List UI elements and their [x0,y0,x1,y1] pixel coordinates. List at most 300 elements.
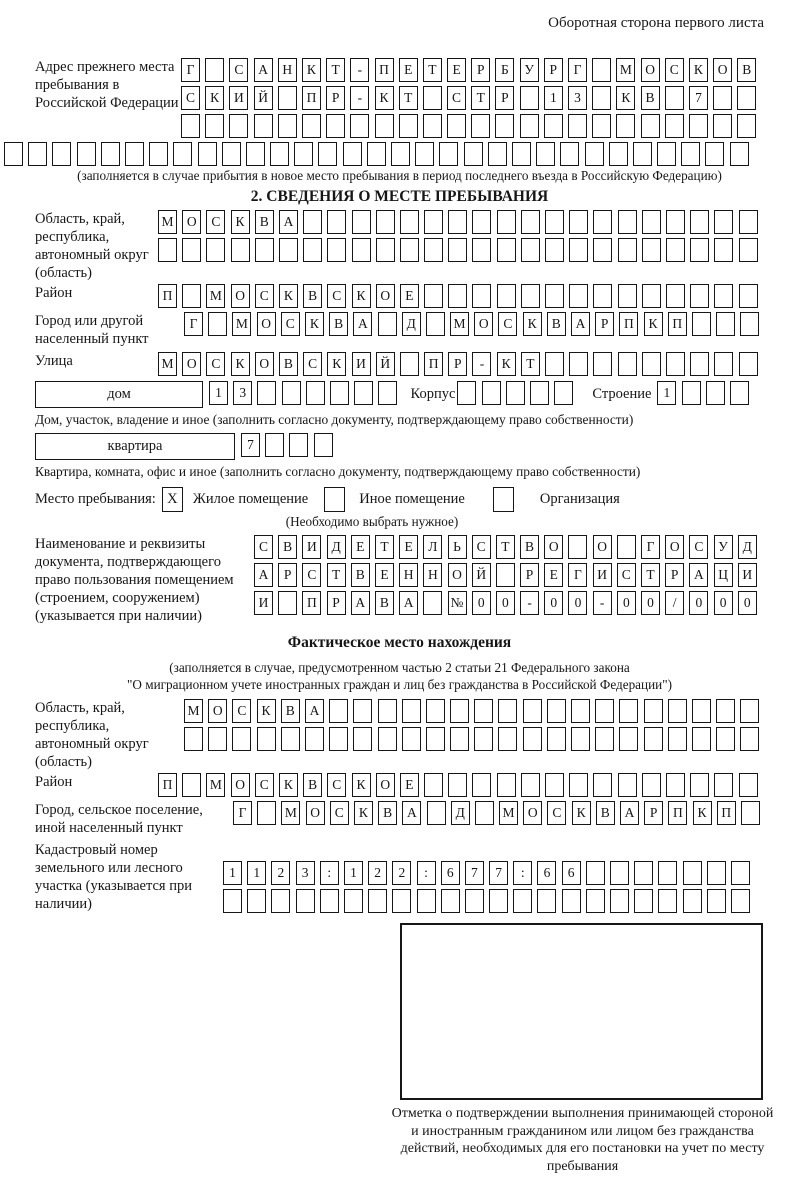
char-box [730,381,749,405]
char-box: С [229,58,248,82]
char-box [616,114,635,138]
char-box [448,210,467,234]
char-box [427,801,446,825]
char-box: Б [495,58,514,82]
char-box [327,210,346,234]
korpus-cells [457,381,578,405]
char-box [206,238,225,262]
char-box [618,284,637,308]
char-box [705,142,724,166]
char-box: О [448,563,467,587]
char-box [181,114,200,138]
char-box [423,86,442,110]
char-box [571,699,590,723]
prev-address-boxes [181,58,762,142]
char-box [730,142,749,166]
char-box [618,238,637,262]
char-box [278,591,297,615]
option-organization-label: Организация [539,491,620,507]
char-box: № [448,591,467,615]
char-box: О [306,801,325,825]
char-box: - [593,591,612,615]
char-box: О [641,58,660,82]
char-box: С [498,312,517,336]
char-box: Г [184,312,203,336]
char-box: А [402,801,421,825]
char-row [254,563,762,587]
char-box [450,699,469,723]
char-box [619,699,638,723]
char-box [569,352,588,376]
cadastre-boxes [223,861,755,917]
char-box [270,142,289,166]
char-box: М [450,312,469,336]
char-box [482,381,501,405]
char-box [447,114,466,138]
char-box: К [305,312,324,336]
char-box [424,210,443,234]
char-box: Е [544,563,563,587]
char-box [692,727,711,751]
cadastre-label: Кадастровый номер земельного или лесного участка (указывается при наличии) [35,842,192,912]
char-box: 0 [568,591,587,615]
char-row [184,727,765,751]
char-box [536,142,555,166]
char-box: А [399,591,418,615]
char-box [706,381,725,405]
char-box: П [717,801,736,825]
char-box [665,114,684,138]
char-box: - [472,352,491,376]
char-box [707,861,726,885]
char-box: С [617,563,636,587]
char-box: Г [568,58,587,82]
char-box [713,86,732,110]
char-box [354,381,373,405]
char-box [569,238,588,262]
char-box: Н [423,563,442,587]
char-box [714,773,733,797]
option-residential-label: Жилое помещение [192,491,309,507]
char-box [182,773,201,797]
char-box [593,352,612,376]
char-box [376,238,395,262]
char-box: : [417,861,436,885]
fact-city-block [35,801,764,837]
char-box: Р [665,563,684,587]
char-box [77,142,96,166]
char-box [545,238,564,262]
char-box [257,801,276,825]
char-box: П [668,801,687,825]
char-box: Р [471,58,490,82]
char-box: 6 [562,861,581,885]
char-box: К [375,86,394,110]
char-box [378,312,397,336]
char-box [303,210,322,234]
char-box [423,591,442,615]
char-box [714,284,733,308]
char-box: А [351,591,370,615]
char-box: - [350,58,369,82]
prev-address-note: (заполняется в случае прибытия в новое место пребывания в период последнего въезда в Российскую Федерацию) [77,168,722,183]
char-row [184,699,765,723]
char-box [593,210,612,234]
korpus-label: Корпус [410,386,456,402]
char-box [448,284,467,308]
char-box: А [620,801,639,825]
char-box: О [376,284,395,308]
char-box [731,861,750,885]
char-box: М [499,801,518,825]
char-box [666,238,685,262]
region-boxes [158,210,763,266]
char-box [296,889,315,913]
char-box: 1 [223,861,242,885]
char-box: А [254,58,273,82]
char-box [378,727,397,751]
char-box [306,381,325,405]
char-box [633,142,652,166]
char-box [666,210,685,234]
char-box: 6 [537,861,556,885]
char-box [592,114,611,138]
char-row [181,58,762,82]
char-box [741,801,760,825]
char-box [424,238,443,262]
char-box: С [327,773,346,797]
char-box: О [593,535,612,559]
char-box [641,114,660,138]
char-box [642,773,661,797]
char-box [592,58,611,82]
char-box [634,861,653,885]
char-box [592,86,611,110]
char-box [198,142,217,166]
char-box [289,433,308,457]
checkbox-other-premises [324,487,345,512]
char-box: В [281,699,300,723]
char-row [158,773,763,797]
char-box [585,142,604,166]
char-box [716,727,735,751]
char-box [376,210,395,234]
fact-district-block [35,773,764,797]
char-box: 0 [472,591,491,615]
char-box: Р [544,58,563,82]
char-box: 3 [233,381,252,405]
char-box: Р [644,801,663,825]
char-box [521,284,540,308]
char-box [690,773,709,797]
char-box [617,535,636,559]
char-box: М [184,699,203,723]
char-box: И [229,86,248,110]
char-box: В [596,801,615,825]
char-box [352,238,371,262]
char-box: 3 [568,86,587,110]
char-box: Т [423,58,442,82]
char-box [265,433,284,457]
stroenie-cells [657,381,754,405]
char-box [739,238,758,262]
char-box [692,312,711,336]
char-box: 1 [344,861,363,885]
char-box [512,142,531,166]
char-box [568,535,587,559]
stay-type-row [35,487,764,512]
option-other-premises-label: Иное помещение [359,491,465,507]
char-box: В [255,210,274,234]
char-box [690,352,709,376]
char-box: К [352,773,371,797]
char-box [246,142,265,166]
char-box: Ц [714,563,733,587]
char-box: О [523,801,542,825]
fact-title: Фактическое место нахождения [287,634,512,651]
char-box: К [279,284,298,308]
char-box: О [208,699,227,723]
char-box: 7 [241,433,260,457]
char-box [392,889,411,913]
char-box [595,699,614,723]
char-box [665,86,684,110]
char-box [644,727,663,751]
char-box: Й [472,563,491,587]
char-box: С [254,535,273,559]
char-box [472,284,491,308]
char-box [495,114,514,138]
char-row [181,114,762,138]
char-box [739,773,758,797]
char-box: П [158,773,177,797]
region-label: Область, край, республика, автономный округ (область) [35,211,149,281]
char-box [714,352,733,376]
char-box: С [206,210,225,234]
char-box: Е [375,563,394,587]
house-number-cells [209,381,403,405]
char-box [521,238,540,262]
char-box [593,238,612,262]
char-box: Н [278,58,297,82]
char-box: Р [326,86,345,110]
char-box: В [279,352,298,376]
char-box [498,727,517,751]
char-box: А [305,699,324,723]
char-box: Т [375,535,394,559]
char-box [682,381,701,405]
char-box [644,699,663,723]
char-box [593,773,612,797]
checkbox-residential: X [162,487,183,512]
char-box: К [302,58,321,82]
char-box [257,381,276,405]
apartment-type-box: квартира [35,433,235,460]
char-box [173,142,192,166]
char-box [278,86,297,110]
char-box [737,114,756,138]
char-box [569,773,588,797]
char-box: 1 [247,861,266,885]
char-box [618,210,637,234]
char-box [488,142,507,166]
char-box [448,773,467,797]
apartment-note: Квартира, комната, офис и иное (заполнить согласно документу, подтверждающему право собственности) [35,464,641,479]
char-box: С [447,86,466,110]
char-box [229,114,248,138]
char-row [254,591,762,615]
char-box [402,699,421,723]
street-block [35,352,764,376]
char-box [125,142,144,166]
char-box: К [327,352,346,376]
char-box: К [257,699,276,723]
char-box: П [619,312,638,336]
char-box: О [713,58,732,82]
char-box [609,142,628,166]
char-box: И [738,563,757,587]
char-box: Ь [448,535,467,559]
char-box: А [571,312,590,336]
char-box: О [231,284,250,308]
char-box: К [352,284,371,308]
char-box [368,889,387,913]
char-box: О [182,352,201,376]
char-box [439,142,458,166]
char-box [101,142,120,166]
char-box: М [281,801,300,825]
char-box [740,699,759,723]
fact-city-label: Город, сельское поселение, иной населенный пункт [35,802,203,836]
char-box: П [302,591,321,615]
district-label: Район [35,285,73,301]
char-box: Г [181,58,200,82]
fact-district-label: Район [35,774,73,790]
char-box: П [668,312,687,336]
char-box [254,114,273,138]
char-box [740,312,759,336]
char-box [666,352,685,376]
char-box [496,563,515,587]
char-box: А [353,312,372,336]
char-box [595,727,614,751]
char-box: Е [400,773,419,797]
char-box: К [279,773,298,797]
fact-region-block [35,699,764,771]
char-box [28,142,47,166]
char-box: 1 [657,381,676,405]
char-box [182,238,201,262]
char-box: 1 [544,86,563,110]
char-box: Г [568,563,587,587]
char-box [731,889,750,913]
char-box: 0 [641,591,660,615]
char-row [158,352,763,376]
document-boxes [254,535,762,619]
char-box [415,142,434,166]
char-box [739,210,758,234]
district-block [35,284,764,308]
char-box: У [520,58,539,82]
char-box [474,727,493,751]
char-box [424,773,443,797]
char-box: 1 [209,381,228,405]
char-row [158,284,763,308]
char-box [586,861,605,885]
char-box: Т [471,86,490,110]
char-box [545,284,564,308]
char-box: : [320,861,339,885]
char-row [233,801,765,825]
char-box: Р [327,591,346,615]
char-row [158,238,763,262]
char-box: М [616,58,635,82]
char-box: К [693,801,712,825]
char-box [329,727,348,751]
char-box [320,889,339,913]
char-box [497,284,516,308]
char-box: В [547,312,566,336]
char-box [417,889,436,913]
char-box [353,699,372,723]
char-box [375,114,394,138]
char-box [474,699,493,723]
char-box: Й [376,352,395,376]
char-box: И [593,563,612,587]
char-box [634,889,653,913]
char-box [378,381,397,405]
stay-type-label: Место пребывания: [35,491,156,507]
char-box [560,142,579,166]
char-box [642,284,661,308]
char-box: Е [351,535,370,559]
char-box: 0 [544,591,563,615]
char-box: С [232,699,251,723]
char-box [586,889,605,913]
checkbox-organization [493,487,514,512]
house-row [35,381,764,408]
char-box [562,889,581,913]
char-row [181,86,762,110]
char-box [658,889,677,913]
char-box [255,238,274,262]
char-box [713,114,732,138]
char-box [472,238,491,262]
char-box: К [523,312,542,336]
char-box: Р [595,312,614,336]
char-box [544,114,563,138]
char-box [327,238,346,262]
char-box: В [303,284,322,308]
prev-address-overflow-row [4,142,764,166]
char-box: В [737,58,756,82]
char-box [281,727,300,751]
region-block [35,210,764,282]
city-block [35,312,764,348]
house-note: Дом, участок, владение и иное (заполнить согласно документу, подтверждающему право собственности) [35,412,634,427]
char-box [513,889,532,913]
char-box [716,312,735,336]
char-box: С [181,86,200,110]
char-box: В [329,312,348,336]
fact-note-line2: "О миграционном учете иностранных граждан и лиц без гражданства в Российской Федерации") [127,677,672,692]
char-box [497,238,516,262]
house-type-box: дом [35,381,203,408]
char-box: М [206,284,225,308]
document-label: Наименование и реквизиты документа, подтверждающего право пользования помещением (строением, сооружением) (указывается при наличии) [35,536,234,624]
char-box: С [303,352,322,376]
char-box: - [520,591,539,615]
